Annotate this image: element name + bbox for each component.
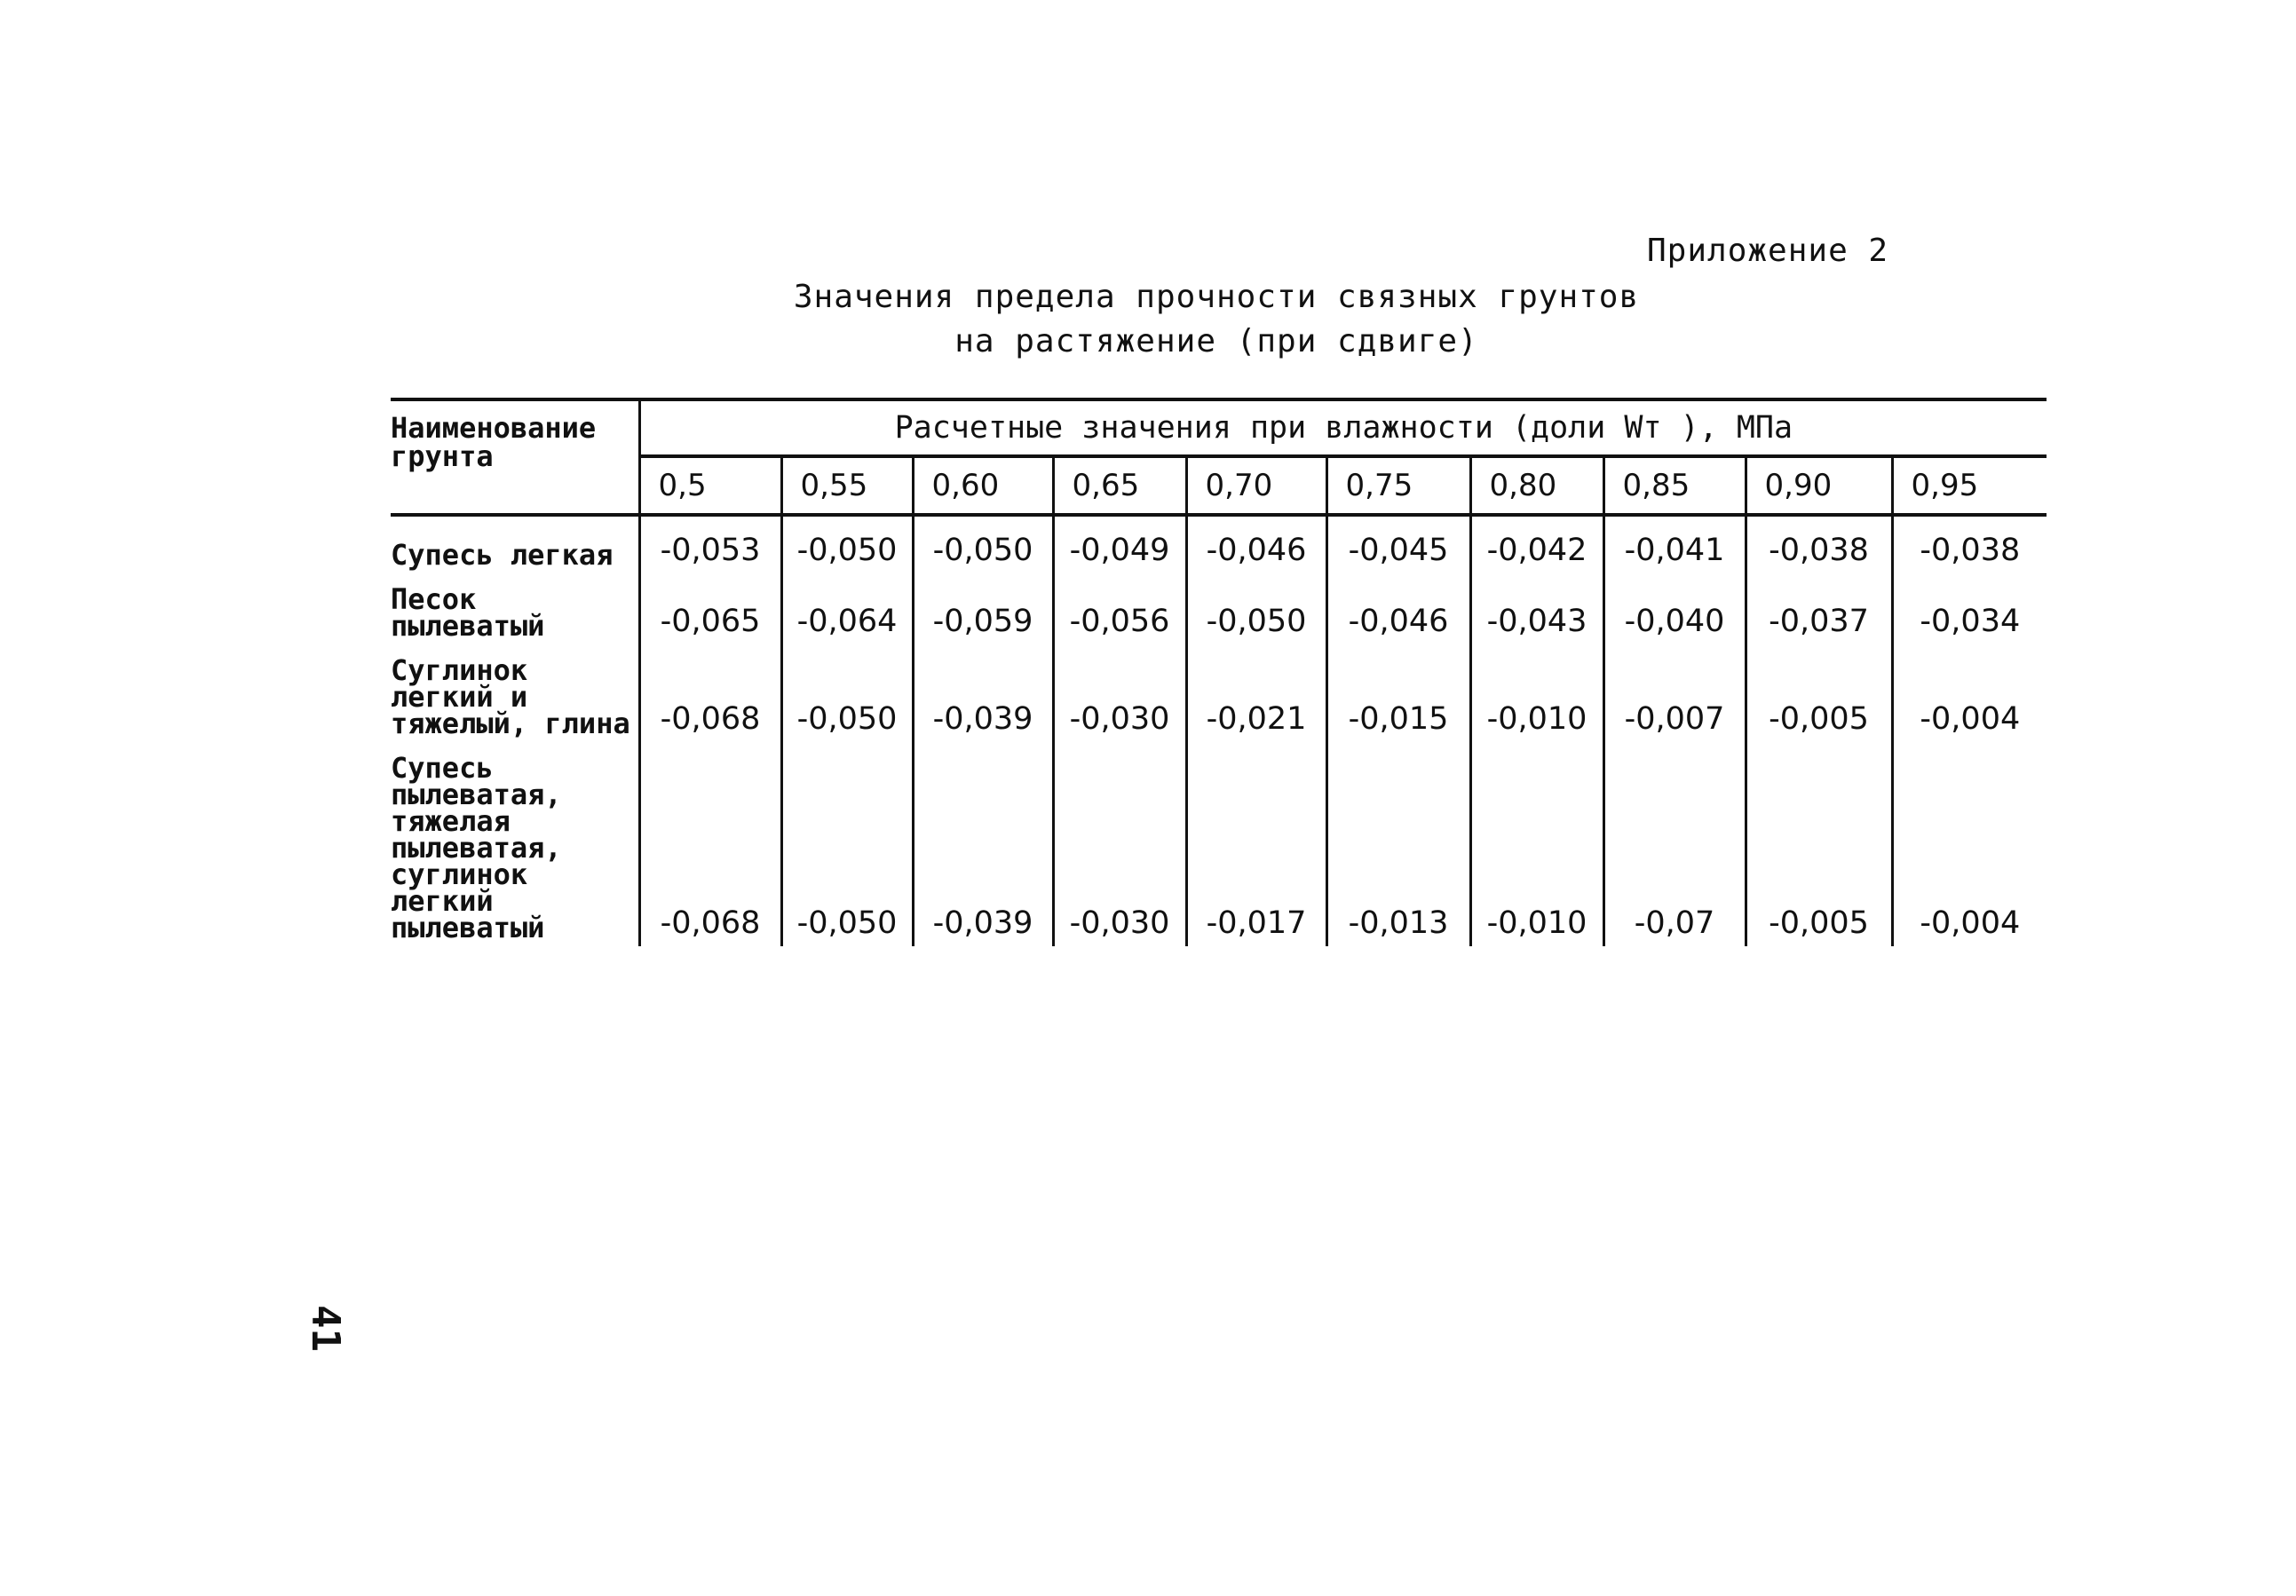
value-cell: -0,040 — [1603, 573, 1746, 644]
moisture-header-cell: 0,90 — [1746, 456, 1892, 515]
value-cell: -0,068 — [639, 644, 781, 742]
value-cell: -0,050 — [781, 515, 913, 573]
value-cell: -0,039 — [913, 644, 1053, 742]
value-cell: -0,004 — [1892, 742, 2047, 946]
value-cell: -0,059 — [913, 573, 1053, 644]
table-row — [391, 742, 2047, 946]
value-cell: -0,015 — [1326, 644, 1470, 742]
value-cell: -0,038 — [1892, 515, 2047, 573]
value-cell: -0,053 — [639, 515, 781, 573]
moisture-header-cell: 0,65 — [1053, 456, 1186, 515]
value-cell: -0,030 — [1053, 742, 1186, 946]
strength-table — [391, 398, 2047, 946]
value-cell: -0,07 — [1603, 742, 1746, 946]
header-row-2 — [391, 456, 2047, 515]
table-row — [391, 573, 2047, 644]
value-cell: -0,050 — [781, 742, 913, 946]
moisture-header-cell: 0,60 — [913, 456, 1053, 515]
value-cell: -0,056 — [1053, 573, 1186, 644]
soil-name-cell: Супесь легкая — [391, 538, 614, 572]
value-cell: -0,039 — [913, 742, 1053, 946]
value-cell: -0,005 — [1746, 742, 1892, 946]
value-cell: -0,068 — [639, 742, 781, 946]
value-cell: -0,041 — [1603, 515, 1746, 573]
title-line-1: Значения предела прочности связных грунтов — [793, 279, 1640, 315]
moisture-header-cell: 0,5 — [639, 456, 781, 515]
value-cell: -0,050 — [913, 515, 1053, 573]
value-cell: -0,042 — [1470, 515, 1603, 573]
soil-name-cell: Супесь пылеватая, тяжелая пылеватая, суглинок легкий пылеватый — [391, 751, 562, 944]
soil-name-header: Наименование грунта — [391, 399, 639, 515]
value-cell: -0,034 — [1892, 573, 2047, 644]
value-cell: -0,005 — [1746, 644, 1892, 742]
value-cell: -0,043 — [1470, 573, 1603, 644]
value-cell: -0,007 — [1603, 644, 1746, 742]
table-row — [391, 515, 2047, 573]
value-cell: -0,021 — [1186, 644, 1326, 742]
header-row-1 — [391, 399, 2047, 456]
value-cell: -0,045 — [1326, 515, 1470, 573]
moisture-header-cell: 0,70 — [1186, 456, 1326, 515]
value-cell: -0,064 — [781, 573, 913, 644]
value-cell: -0,010 — [1470, 742, 1603, 946]
value-cell: -0,038 — [1746, 515, 1892, 573]
moisture-header-cell: 0,85 — [1603, 456, 1746, 515]
title-line-2: на растяжение (при сдвиге) — [954, 323, 1478, 359]
table-title — [728, 275, 1705, 364]
soil-name-cell: Суглинок легкий и тяжелый, глина — [391, 653, 630, 740]
value-cell: -0,046 — [1326, 573, 1470, 644]
page-number: 41 — [303, 1305, 348, 1352]
table-row — [391, 644, 2047, 742]
value-cell: -0,046 — [1186, 515, 1326, 573]
value-cell: -0,050 — [781, 644, 913, 742]
soil-name-cell: Песок пылеватый — [391, 582, 545, 643]
moisture-header-cell: 0,55 — [781, 456, 913, 515]
value-cell: -0,037 — [1746, 573, 1892, 644]
moisture-header-cell: 0,95 — [1892, 456, 2047, 515]
moisture-header-cell: 0,75 — [1326, 456, 1470, 515]
value-cell: -0,010 — [1470, 644, 1603, 742]
value-cell: -0,065 — [639, 573, 781, 644]
moisture-header-cell: 0,80 — [1470, 456, 1603, 515]
moisture-group-header: Расчетные значения при влажности (доли Wт ), МПа — [639, 399, 2047, 456]
value-cell: -0,004 — [1892, 644, 2047, 742]
value-cell: -0,049 — [1053, 515, 1186, 573]
value-cell: -0,030 — [1053, 644, 1186, 742]
value-cell: -0,050 — [1186, 573, 1326, 644]
value-cell: -0,017 — [1186, 742, 1326, 946]
value-cell: -0,013 — [1326, 742, 1470, 946]
appendix-label: Приложение 2 — [1647, 233, 1889, 269]
